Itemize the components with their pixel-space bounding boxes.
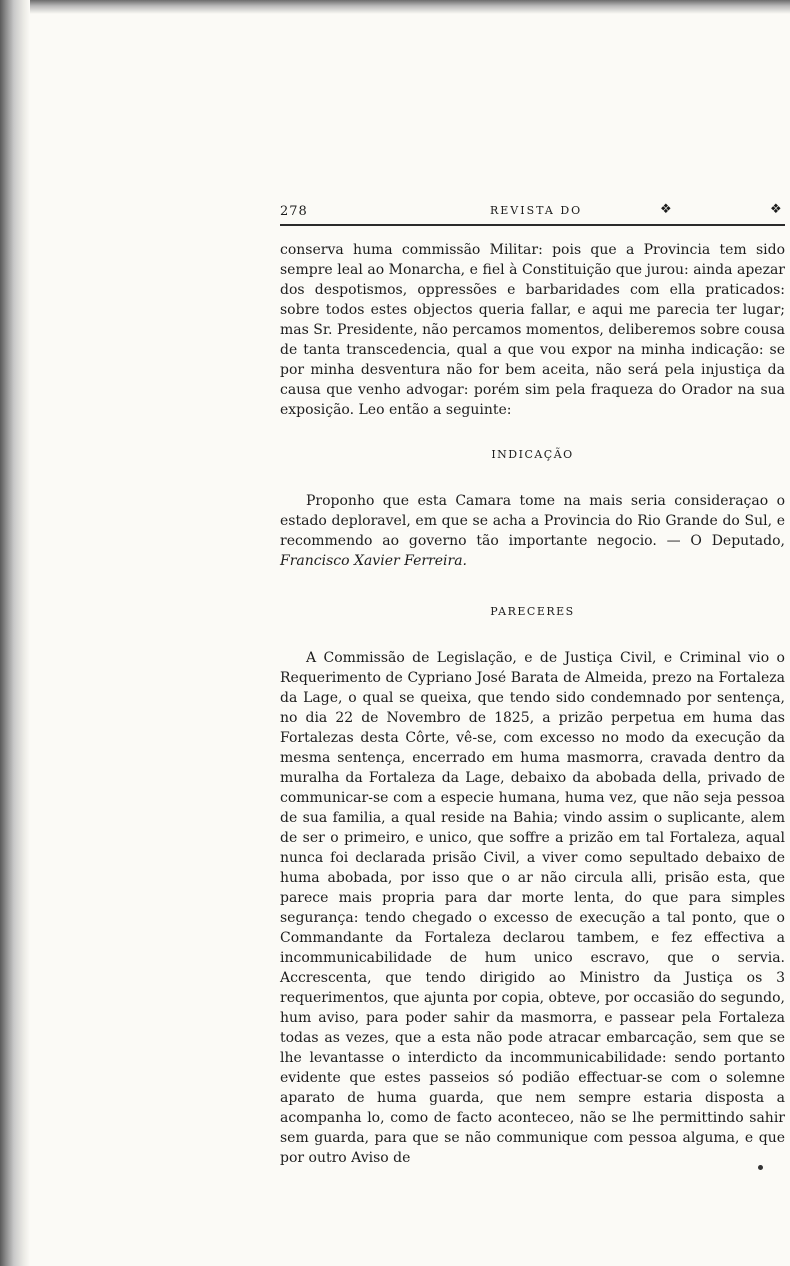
page-number: 278 [280, 204, 308, 219]
section-heading-pareceres: PARECERES [490, 605, 575, 618]
section-heading-indicacao: INDICAÇÃO [491, 448, 574, 461]
header-rule [280, 224, 785, 226]
indicacao-paragraph [280, 491, 785, 571]
ink-speck [758, 1165, 763, 1170]
book-page [280, 200, 785, 1168]
ornament-icon: ❖ [660, 202, 673, 217]
ornament-icon: ❖ [770, 202, 783, 217]
pareceres-paragraph: A Commissão de Legislação, e de Justiça Civil, e Criminal vio o Requerimento de Cypriano José Barata de Almeida, prezo na Fortaleza da Lage, o qual se queixa, que tendo sido condemnado por sentença, no dia 22 de Novembro de 1825, a prizão perpetua em huma das Fortalezas desta Côrte, vê-se, com excesso no modo da execução da mesma sentença, encerrado em huma masmorra, cravada dentro da muralha da Fortaleza da Lage, debaixo da abobada della, privado de communicar-se com a especie humana, huma vez, que não seja pessoa de sua familia, a qual reside na Bahia; vindo assim o suplicante, alem de ser o primeiro, e unico, que soffre a prizão em tal Fortaleza, aqual nunca foi declarada prisão Civil, a viver como sepultado debaixo de huma abobada, por isso que o ar não circula alli, prisão esta, que parece mais propria para dar morte lenta, do que para simples segurança: tendo chegado o excesso de execução a tal ponto, que o Commandante da Fortaleza declarou tambem, e fez effectiva a incommunicabilidade de hum unico escravo, que o servia. Accrescenta, que tendo dirigido ao Ministro da Justiça os 3 requerimentos, que ajunta por copia, obteve, por occasião do segundo, hum aviso, para poder sahir da masmorra, e passear pela Fortaleza todas as vezes, que a esta não pode atracar embarcação, sem que se lhe levantasse o interdicto da incommunicabilidade: sendo portanto evidente que estes passeios só podião effectuar-se com o solemne aparato de huma guarda, que nem sempre estaria disposta a acompanha lo, como de facto aconteceo, não se lhe permittindo sahir sem guarda, para que se não communique com pessoa alguma, e que por outro Aviso de [280, 650, 785, 1166]
book-binding-shadow [0, 0, 30, 1266]
opening-paragraph: conserva huma commissão Militar: pois que a Provincia tem sido sempre leal ao Monarcha, e fiel à Constituição que jurou: ainda apezar dos despotismos, oppressões e barbaridades com ella praticados: sobre todos estes objectos queria fallar, e aqui me parecia ter lugar; mas Sr. Presidente, não percamos momentos, deliberemos sobre cousa de tanta transcedencia, qual a que vou expor na minha indicação: se por minha desventura não for bem aceita, não será pela injustiça da causa que venho advogar: porém sim pela fraqueza do Orador na sua exposição. Leo então a seguinte: [280, 242, 785, 418]
scan-top-shadow [0, 0, 790, 14]
journal-title: REVISTA DO [490, 204, 583, 217]
indicacao-text: Proponho que esta Camara tome na mais seria consideraçao o estado deploravel, em que se acha a Provincia do Rio Grande do Sul, e recommendo ao governo tão importante negocio. — O Deputado, [280, 493, 785, 549]
deputy-signature: Francisco Xavier Ferreira. [280, 553, 467, 569]
running-header [280, 200, 785, 222]
